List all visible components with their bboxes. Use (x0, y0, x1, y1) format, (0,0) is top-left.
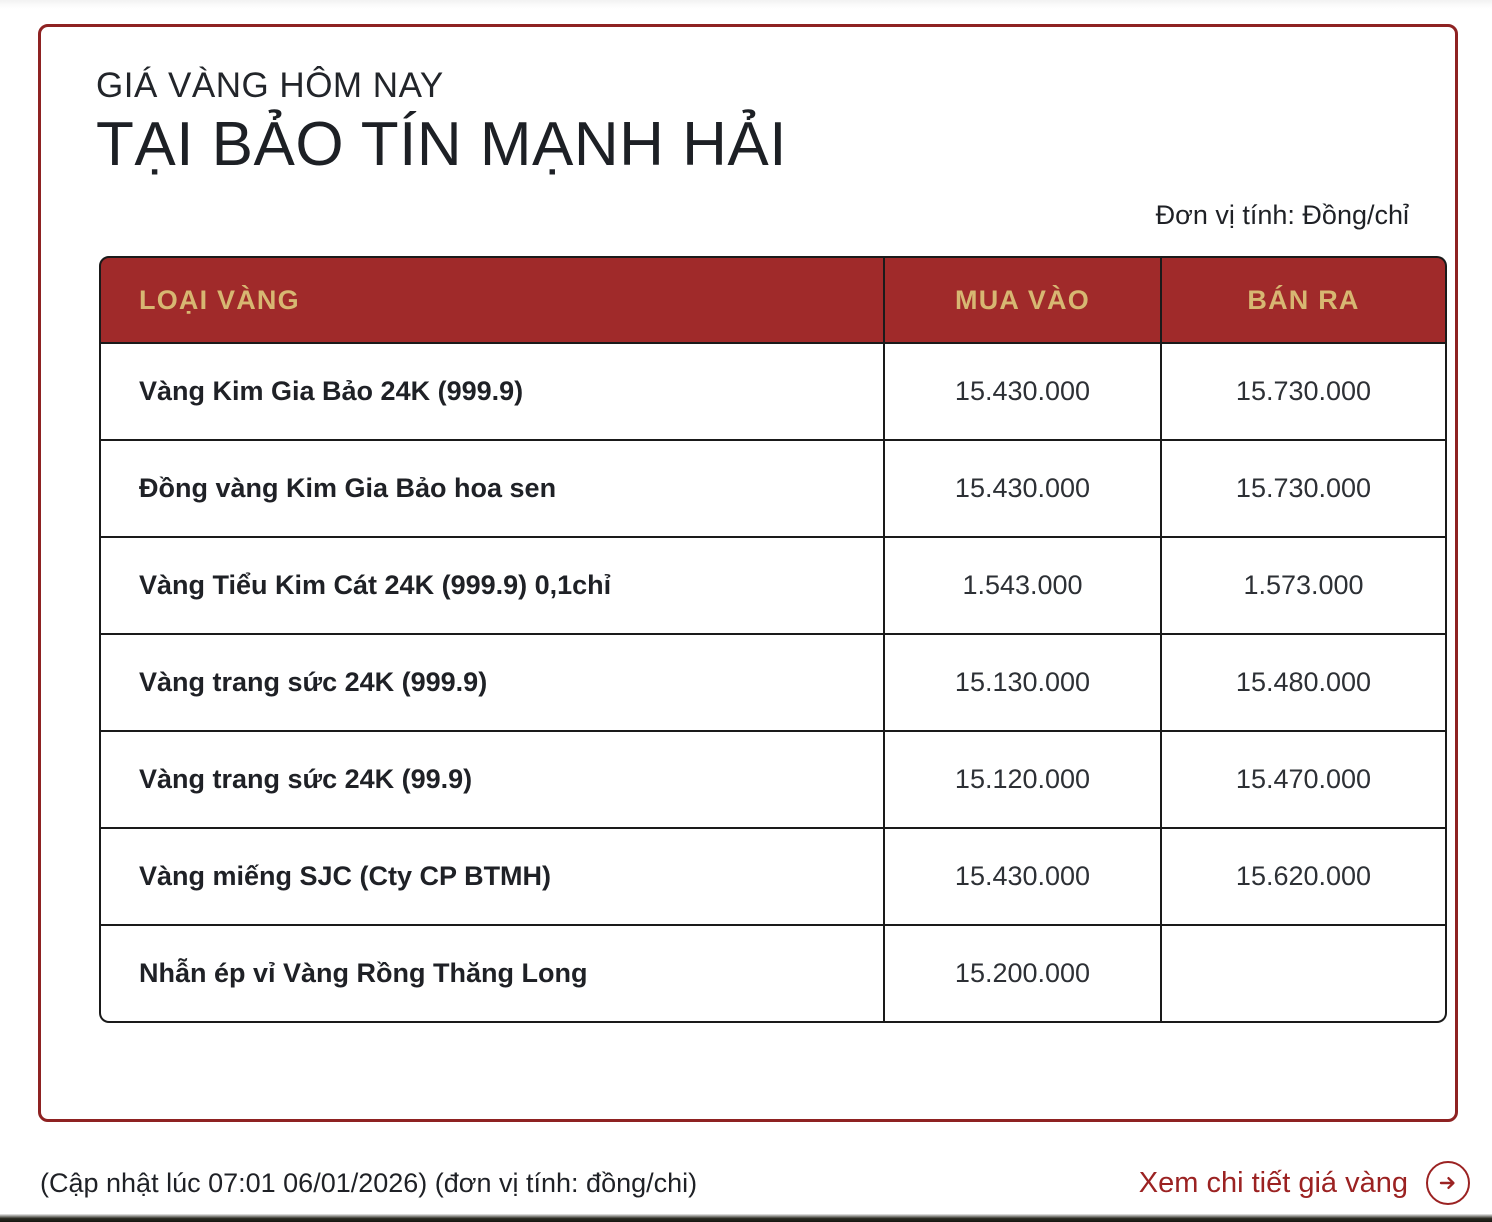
cell-gold-type: Vàng trang sức 24K (99.9) (99, 732, 885, 829)
card-kicker: GIÁ VÀNG HÔM NAY (96, 66, 444, 105)
cell-buy-price: 15.130.000 (885, 635, 1162, 732)
price-table-wrapper (99, 256, 1447, 1023)
table-header-row (99, 256, 1447, 344)
table-row (99, 538, 1447, 635)
cell-sell-price: 15.620.000 (1162, 829, 1447, 926)
cell-gold-type: Vàng Kim Gia Bảo 24K (999.9) (99, 344, 885, 441)
page-top-band (0, 0, 1492, 9)
gold-price-card (38, 24, 1458, 1122)
cell-gold-type: Đồng vàng Kim Gia Bảo hoa sen (99, 441, 885, 538)
cell-sell-price: 15.730.000 (1162, 441, 1447, 538)
table-row (99, 829, 1447, 926)
table-row (99, 635, 1447, 732)
page-bottom-band (0, 1214, 1492, 1222)
table-body (99, 344, 1447, 1023)
table-row (99, 926, 1447, 1023)
unit-note: Đơn vị tính: Đồng/chỉ (1155, 200, 1409, 231)
table-row (99, 732, 1447, 829)
update-timestamp-note: (Cập nhật lúc 07:01 06/01/2026) (đơn vị tính: đồng/chi) (40, 1167, 698, 1198)
cell-buy-price: 15.430.000 (885, 344, 1162, 441)
cell-buy-price: 15.120.000 (885, 732, 1162, 829)
card-content (41, 27, 1455, 1023)
column-header-buy: MUA VÀO (885, 256, 1162, 344)
cell-sell-price (1162, 926, 1447, 1023)
cell-sell-price: 15.470.000 (1162, 732, 1447, 829)
page-footer (0, 1152, 1492, 1214)
cell-gold-type: Vàng Tiểu Kim Cát 24K (999.9) 0,1chỉ (99, 538, 885, 635)
column-header-sell: BÁN RA (1162, 256, 1447, 344)
cell-sell-price: 15.480.000 (1162, 635, 1447, 732)
cell-buy-price: 15.200.000 (885, 926, 1162, 1023)
view-detail-label: Xem chi tiết giá vàng (1138, 1166, 1408, 1199)
cell-buy-price: 15.430.000 (885, 441, 1162, 538)
view-gold-price-detail-link[interactable] (1139, 1161, 1470, 1205)
cell-buy-price: 1.543.000 (885, 538, 1162, 635)
cell-buy-price: 15.430.000 (885, 829, 1162, 926)
cell-gold-type: Nhẫn ép vỉ Vàng Rồng Thăng Long (99, 926, 885, 1023)
cell-sell-price: 15.730.000 (1162, 344, 1447, 441)
table-header (99, 256, 1447, 344)
gold-price-table (99, 256, 1447, 1023)
table-row (99, 344, 1447, 441)
cell-sell-price: 1.573.000 (1162, 538, 1447, 635)
column-header-gold-type: LOẠI VÀNG (99, 256, 885, 344)
page-title: TẠI BẢO TÍN MẠNH HẢI (96, 109, 787, 179)
cell-gold-type: Vàng miếng SJC (Cty CP BTMH) (99, 829, 885, 926)
table-row (99, 441, 1447, 538)
cell-gold-type: Vàng trang sức 24K (999.9) (99, 635, 885, 732)
arrow-right-circle-icon[interactable] (1426, 1161, 1470, 1205)
